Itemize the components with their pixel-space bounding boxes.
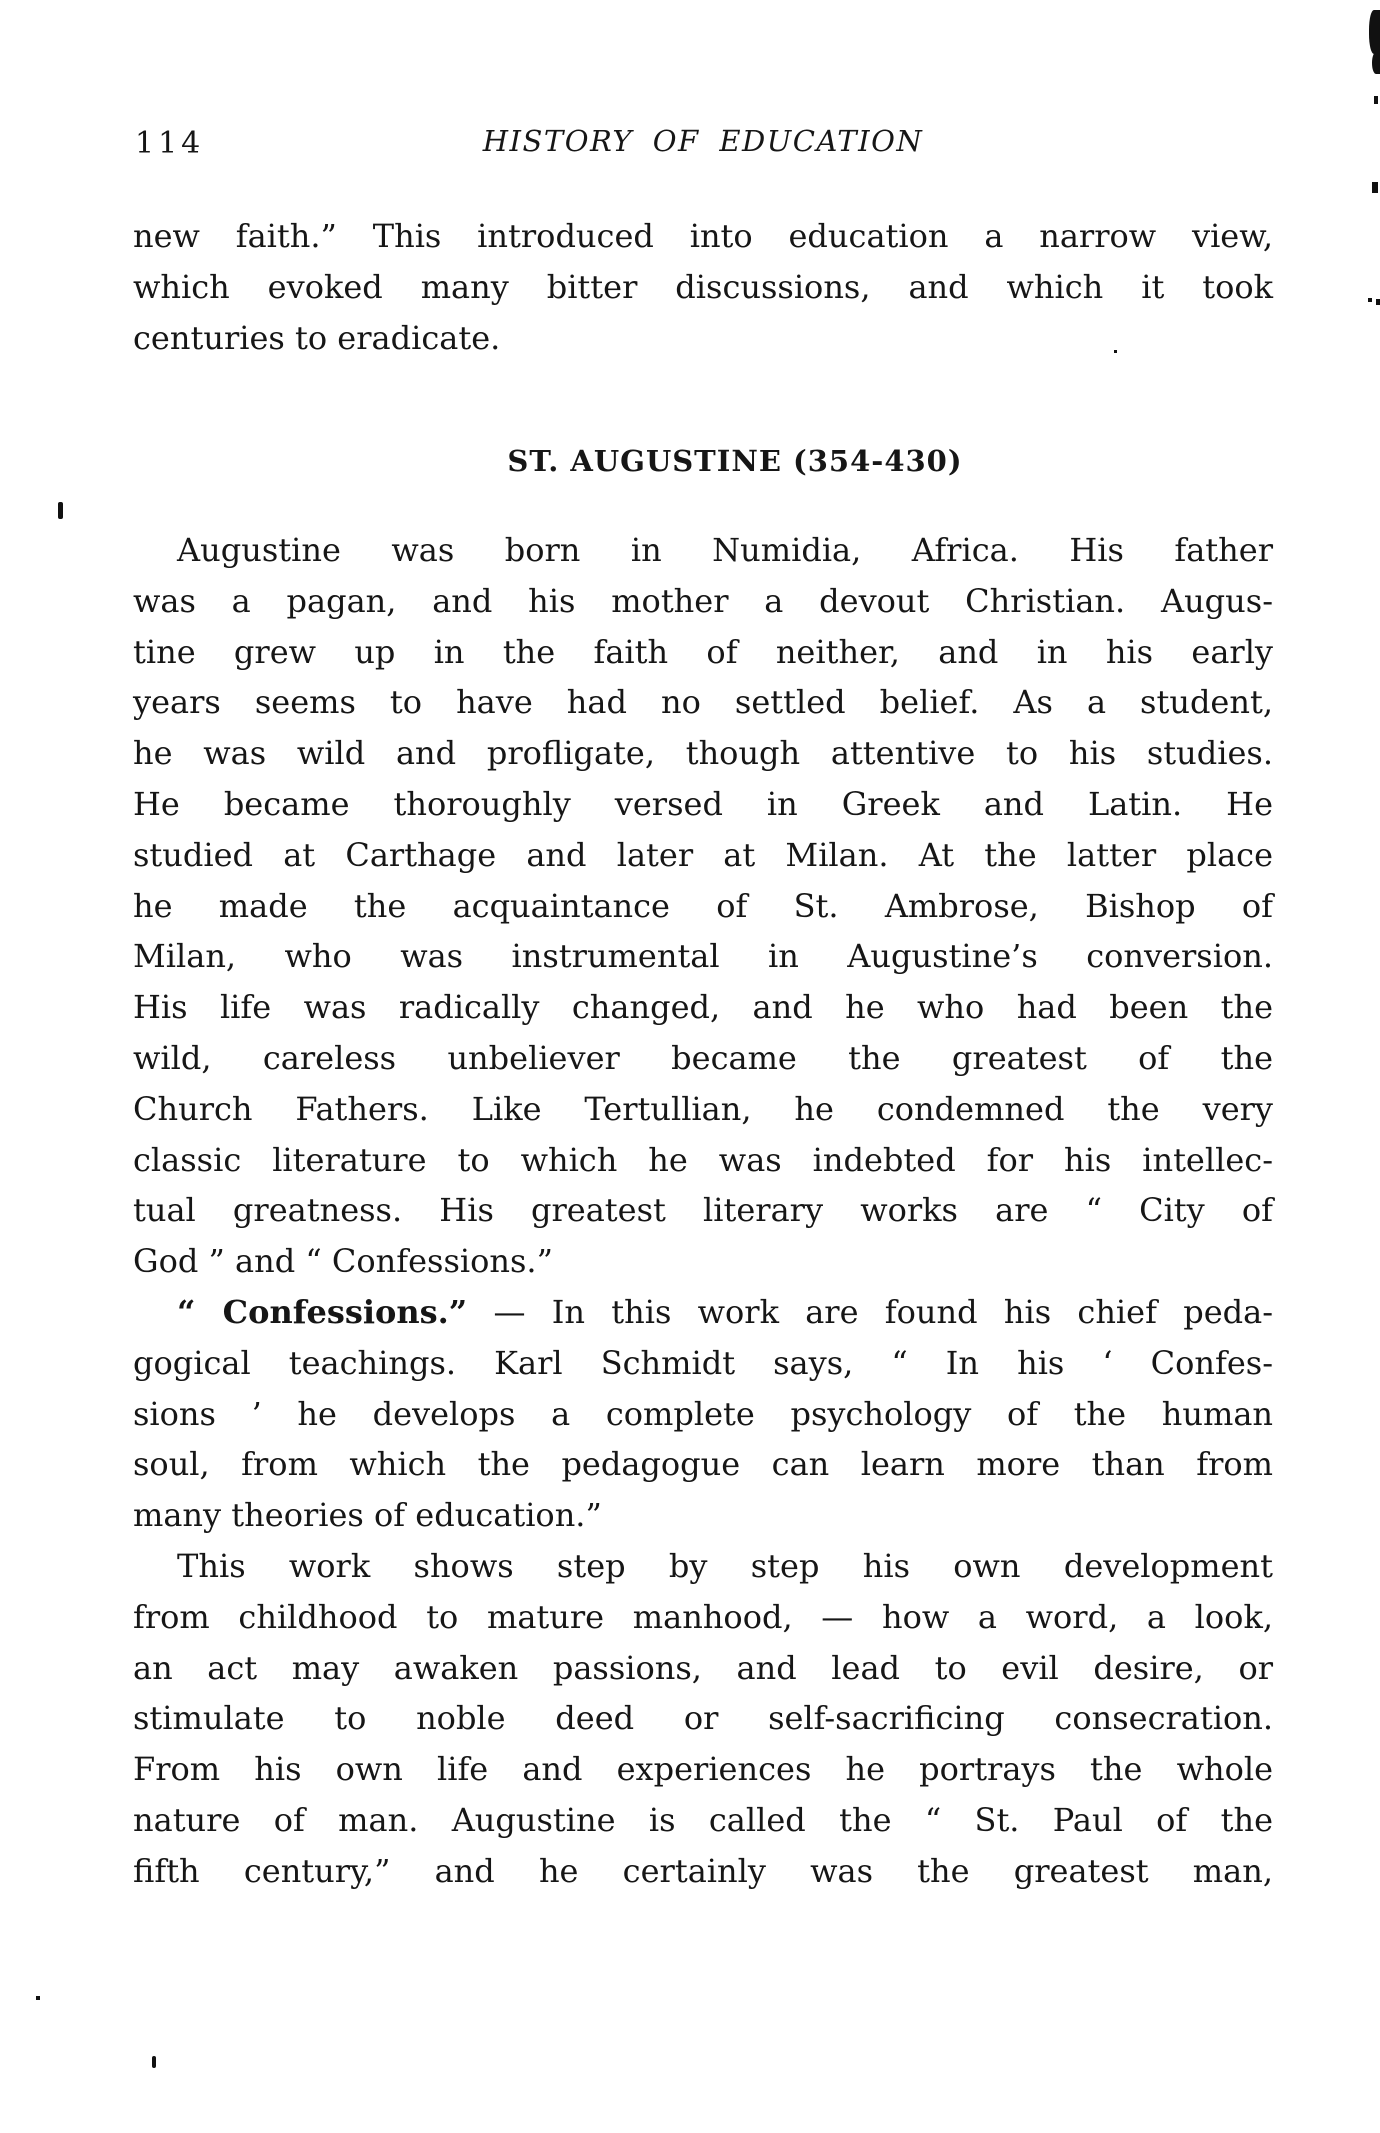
text-line: fifth century,” and he certainly was the greatest man,	[133, 1851, 1273, 1890]
text-line: He became thoroughly versed in Greek and Latin. He	[133, 784, 1273, 823]
page-header	[133, 124, 1273, 168]
lead-rest: — In this work are found his chief peda-	[467, 1293, 1274, 1331]
text-line: His life was radically changed, and he who had been the	[133, 988, 1273, 1027]
text-line: Augustine was born in Numidia, Africa. His father	[177, 531, 1273, 569]
paragraph-continuation	[133, 211, 1273, 363]
text-line: From his own life and experiences he portrays the whole	[133, 1750, 1273, 1789]
section-heading: ST. AUGUSTINE (354-430)	[507, 444, 963, 478]
ink-speck	[1368, 298, 1372, 302]
text-line: God ” and “ Confessions.”	[133, 1242, 553, 1281]
ink-speck	[1114, 350, 1117, 353]
text-line: years seems to have had no settled belief. As a student,	[133, 683, 1273, 722]
text-line: soul, from which the pedagogue can learn more than from	[133, 1445, 1273, 1484]
text-line: Church Fathers. Like Tertullian, he condemned the very	[133, 1089, 1273, 1128]
text-line: studied at Carthage and later at Milan. At the latter place	[133, 835, 1273, 874]
text-line: was a pagan, and his mother a devout Christian. Augus-	[133, 581, 1273, 620]
text-line: wild, careless unbeliever became the greatest of the	[133, 1038, 1273, 1077]
text-line	[133, 1287, 1273, 1338]
text-line: he was wild and profligate, though attentive to his studies.	[133, 734, 1273, 773]
running-title: HISTORY OF EDUCATION	[482, 124, 924, 158]
text-line: Milan, who was instrumental in Augustine’s conversion.	[133, 937, 1273, 976]
text-line: sions ’ he develops a complete psychology of the human	[133, 1394, 1273, 1433]
text-line: classic literature to which he was indebted for his intellec-	[133, 1140, 1273, 1179]
bold-lead: “ Confessions.”	[177, 1293, 468, 1331]
text-line: stimulate to noble deed or self-sacrificing consecration.	[133, 1699, 1273, 1738]
text-line: from childhood to mature manhood, — how a word, a look,	[133, 1597, 1273, 1636]
ink-speck	[1374, 96, 1378, 104]
text-line: many theories of education.”	[133, 1496, 602, 1535]
ink-blob	[1372, 52, 1380, 74]
text-line: he made the acquaintance of St. Ambrose, Bishop of	[133, 886, 1273, 925]
ink-speck	[152, 2056, 156, 2068]
paragraph-confessions	[133, 1287, 1273, 1541]
ink-speck	[1376, 299, 1380, 305]
paragraph-development	[133, 1541, 1273, 1897]
text-line: nature of man. Augustine is called the “ St. Paul of the	[133, 1800, 1273, 1839]
text-line: centuries to eradicate.	[133, 318, 501, 357]
ink-speck	[58, 502, 63, 519]
text-line: which evoked many bitter discussions, and which it took	[133, 267, 1273, 306]
text-line: new faith.” This introduced into education a narrow view,	[133, 217, 1273, 255]
text-line: This work shows step by step his own development	[177, 1547, 1273, 1585]
text-line: tual greatness. His greatest literary works are “ City of	[133, 1191, 1273, 1230]
ink-speck	[36, 1996, 40, 2000]
paragraph-augustine-life	[133, 525, 1273, 1287]
text-line: an act may awaken passions, and lead to evil desire, or	[133, 1648, 1273, 1687]
page-number: 114	[135, 126, 205, 161]
text-line: gogical teachings. Karl Schmidt says, “ In his ‘ Confes-	[133, 1343, 1273, 1382]
ink-blob	[1369, 10, 1380, 54]
ink-speck	[1372, 182, 1378, 193]
text-line: tine grew up in the faith of neither, and in his early	[133, 632, 1273, 671]
